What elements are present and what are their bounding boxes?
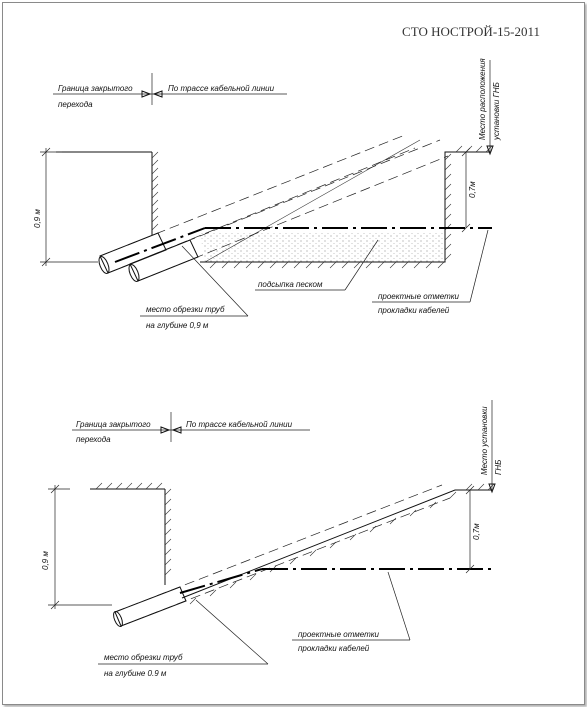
top-diagram [33, 58, 501, 330]
bottom-boundary-label-1: Граница закрытого [76, 420, 151, 429]
top-wall-hatch-right [445, 154, 451, 260]
bottom-pipe-cut-segment [115, 587, 186, 626]
top-bottom-hatch [210, 262, 444, 268]
bottom-design-leader [388, 572, 410, 640]
bottom-cut-label-2: на глубине 0.9 м [104, 669, 167, 678]
top-cut-label-1: место обрезки труб [146, 305, 225, 314]
bottom-route-label: По трассе кабельной линии [186, 420, 293, 429]
top-hdd-label-2: установки ГНБ [492, 82, 501, 140]
bottom-hdd-label-1: Место установки [480, 406, 489, 475]
bottom-slope-line [182, 490, 492, 598]
bottom-design-label-2: прокладки кабелей [298, 644, 370, 653]
bottom-diagram [41, 400, 503, 678]
top-boundary-label-1: Граница закрытого [58, 84, 133, 93]
top-route-label: По трассе кабельной линии [168, 84, 275, 93]
bottom-cut-leader [196, 600, 268, 664]
bottom-design-label-1: проектные отметки [298, 630, 379, 639]
top-pipe1-cut-segment [100, 233, 166, 273]
bottom-pipe-axis [180, 569, 262, 593]
top-boundary-label-2: перехода [58, 100, 93, 109]
top-cut-label-2: на глубине 0,9 м [146, 321, 209, 330]
top-hdd-label-1: Место расположения [478, 58, 487, 140]
bottom-boundary-label-2: перехода [76, 435, 111, 444]
top-ground-hatch-right [456, 146, 492, 152]
top-depth-left-label: 0,9 м [33, 209, 42, 228]
bottom-wall-hatch-left [165, 489, 171, 575]
bottom-slope-hatch [190, 484, 494, 604]
bottom-depth-right-label: 0,7м [472, 523, 481, 540]
top-wall-hatch-left [152, 152, 158, 230]
top-design-leader [470, 230, 488, 302]
top-design-label-1: проектные отметки [378, 292, 459, 301]
bottom-hdd-label-2: ГНБ [494, 459, 503, 475]
bottom-ground-hatch-left [96, 483, 162, 489]
top-sand-label: подсыпка песком [258, 280, 323, 289]
bottom-cut-label-1: место обрезки труб [104, 653, 183, 662]
bottom-depth-left-label: 0,9 м [41, 551, 50, 570]
top-depth-right-label: 0,7м [468, 181, 477, 198]
top-sand-fill [200, 233, 445, 262]
document-header: СТО НОСТРОЙ-15-2011 [402, 24, 540, 39]
top-design-label-2: прокладки кабелей [378, 306, 450, 315]
